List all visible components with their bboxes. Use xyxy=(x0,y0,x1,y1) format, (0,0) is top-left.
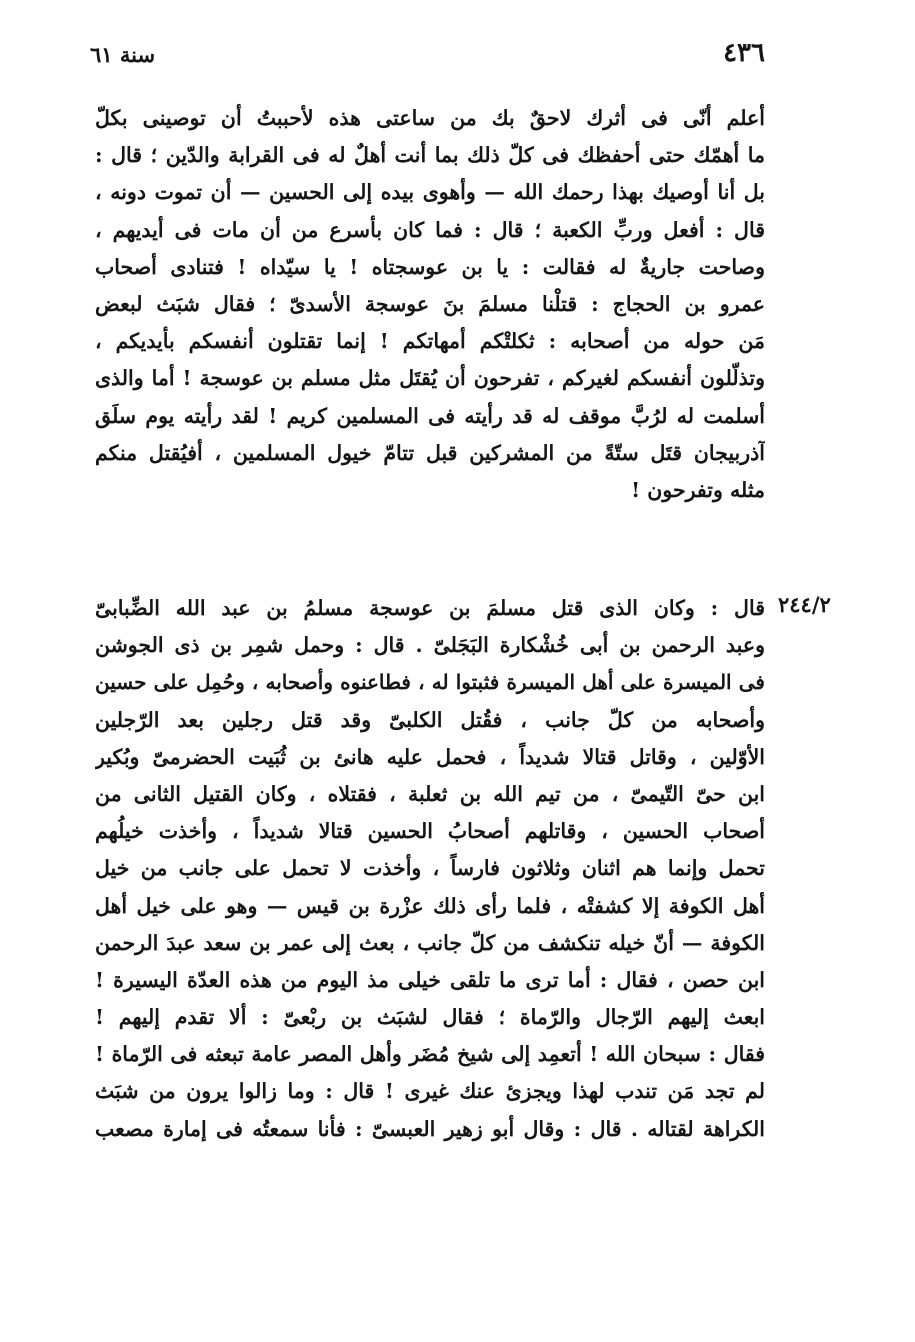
paragraph-1 xyxy=(95,100,765,509)
text-line: مَن حوله من أصحابه : ثكلتْكم أمهاتكم ! إنما تقتلون أنفسكم بأيديكم ، xyxy=(95,329,765,354)
text-line: أسلمت له لرُبَّ موقف له قد رأيته فى المسلمين كريم ! لقد رأيته يوم سلَق xyxy=(95,403,765,428)
text-line: ابعث إليهم الرّجال والرّماة ؛ فقال لشبَث بن ربْعىّ : ألا تقدم إليهم ! xyxy=(95,1005,765,1030)
margin-reference: ٢٤٤/٢ xyxy=(778,592,831,617)
text-line: بل أنا أوصيك بهذا رحمك الله — وأهوى بيده إلى الحسين — أن تموت دونه ، xyxy=(95,180,765,205)
page-header xyxy=(90,38,765,78)
text-line: عمرو بن الحجاج : قتلْنا مسلمَ بنَ عوسجة الأسدىّ ؛ فقال شبَث لبعض xyxy=(95,291,765,316)
text-line: الكوفة — أنّ خيله تنكشف من كلّ جانب ، بعث إلى عمر بن سعد عبدَ الرحمن xyxy=(95,930,765,955)
text-line: فقال : سبحان الله ! أتعمِد إلى شيخ مُضَر وأهل المصر عامة تبعثه فى الرّماة ! xyxy=(95,1042,765,1067)
text-line: تحمل وإنما هم اثنان وثلاثون فارساً ، وأخذت لا تحمل على جانب من خيل xyxy=(95,856,765,881)
text-line: لم تجد مَن تندب لهذا ويجزئ عنك غيرى ! قال : وما زالوا يرون من شبَث xyxy=(95,1079,765,1104)
text-line: ما أهمّك حتى أحفظك فى كلّ ذلك بما أنت أهلٌ له فى القرابة والدّين ؛ قال : xyxy=(95,143,765,168)
text-line: ابن حصن ، فقال : أما ترى ما تلقى خيلى مذ اليوم من هذه العدّة اليسيرة ! xyxy=(95,967,765,992)
page-number: ٤٣٦ xyxy=(723,38,765,68)
text-line: وتذلّلون أنفسكم لغيركم ، تفرحون أن يُقتَل مثل مسلم بن عوسجة ! أما والذى xyxy=(95,366,765,391)
text-line: ابن حىّ التّيمىّ ، من تيم الله بن ثعلبة ، فقتلاه ، وكان القتيل الثانى من xyxy=(95,781,765,806)
text-line: الأوّلين ، وقاتل قتالا شديداً ، فحمل عليه هانئ بن ثُبَيت الحضرمىّ وبُكير xyxy=(95,744,765,769)
running-head: سنة ٦١ xyxy=(90,42,156,67)
text-line: الكراهة لقتاله . قال : وقال أبو زهير العبسىّ : فأنا سمعتُه فى إمارة مصعب xyxy=(95,1116,765,1141)
text-line: أعلم أنّى فى أثرك لاحقٌ بك من ساعتى هذه لأحببتُ أن توصينى بكلّ xyxy=(95,106,765,130)
text-line: مثله وتفرحون ! xyxy=(631,477,765,502)
text-line: أهل الكوفة إلا كشفتْه ، فلما رأى ذلك عزْرة بن قيس — وهو على خيل أهل xyxy=(95,893,765,918)
text-line: قال : أفعل وربِّ الكعبة ؛ قال : فما كان بأسرع من أن مات فى أيديهم ، xyxy=(95,217,765,242)
text-line: وأصحابه من كلّ جانب ، فقُتل الكلبىّ وقد قتل رجلين بعد الرّجلين xyxy=(95,707,765,732)
text-line: قال : وكان الذى قتل مسلمَ بن عوسجة مسلمُ بن عبد الله الضِّبابىّ xyxy=(95,596,765,620)
text-line: أصحاب الحسين ، وقاتلهم أصحابُ الحسين قتالا شديداً ، وأخذت خيلُهم xyxy=(95,819,765,844)
paragraph-2 xyxy=(95,590,765,1148)
text-line: آذربيجان قتَل ستّةً من المشركين قبل تتامّ خيول المسلمين ، أفيُقتل منكم xyxy=(95,440,765,465)
text-line: وصاحت جاريةٌ له فقالت : يا بن عوسجتاه ! يا سيّداه ! فتنادى أصحاب xyxy=(95,254,765,279)
text-line: وعبد الرحمن بن أبى خُشْكارة البَجَلىّ . قال : وحمل شمِر بن ذى الجوشن xyxy=(95,633,765,658)
text-line: فى الميسرة على أهل الميسرة فثبتوا له ، فطاعنوه وأصحابه ، وحُمِل على حسين xyxy=(95,670,765,695)
